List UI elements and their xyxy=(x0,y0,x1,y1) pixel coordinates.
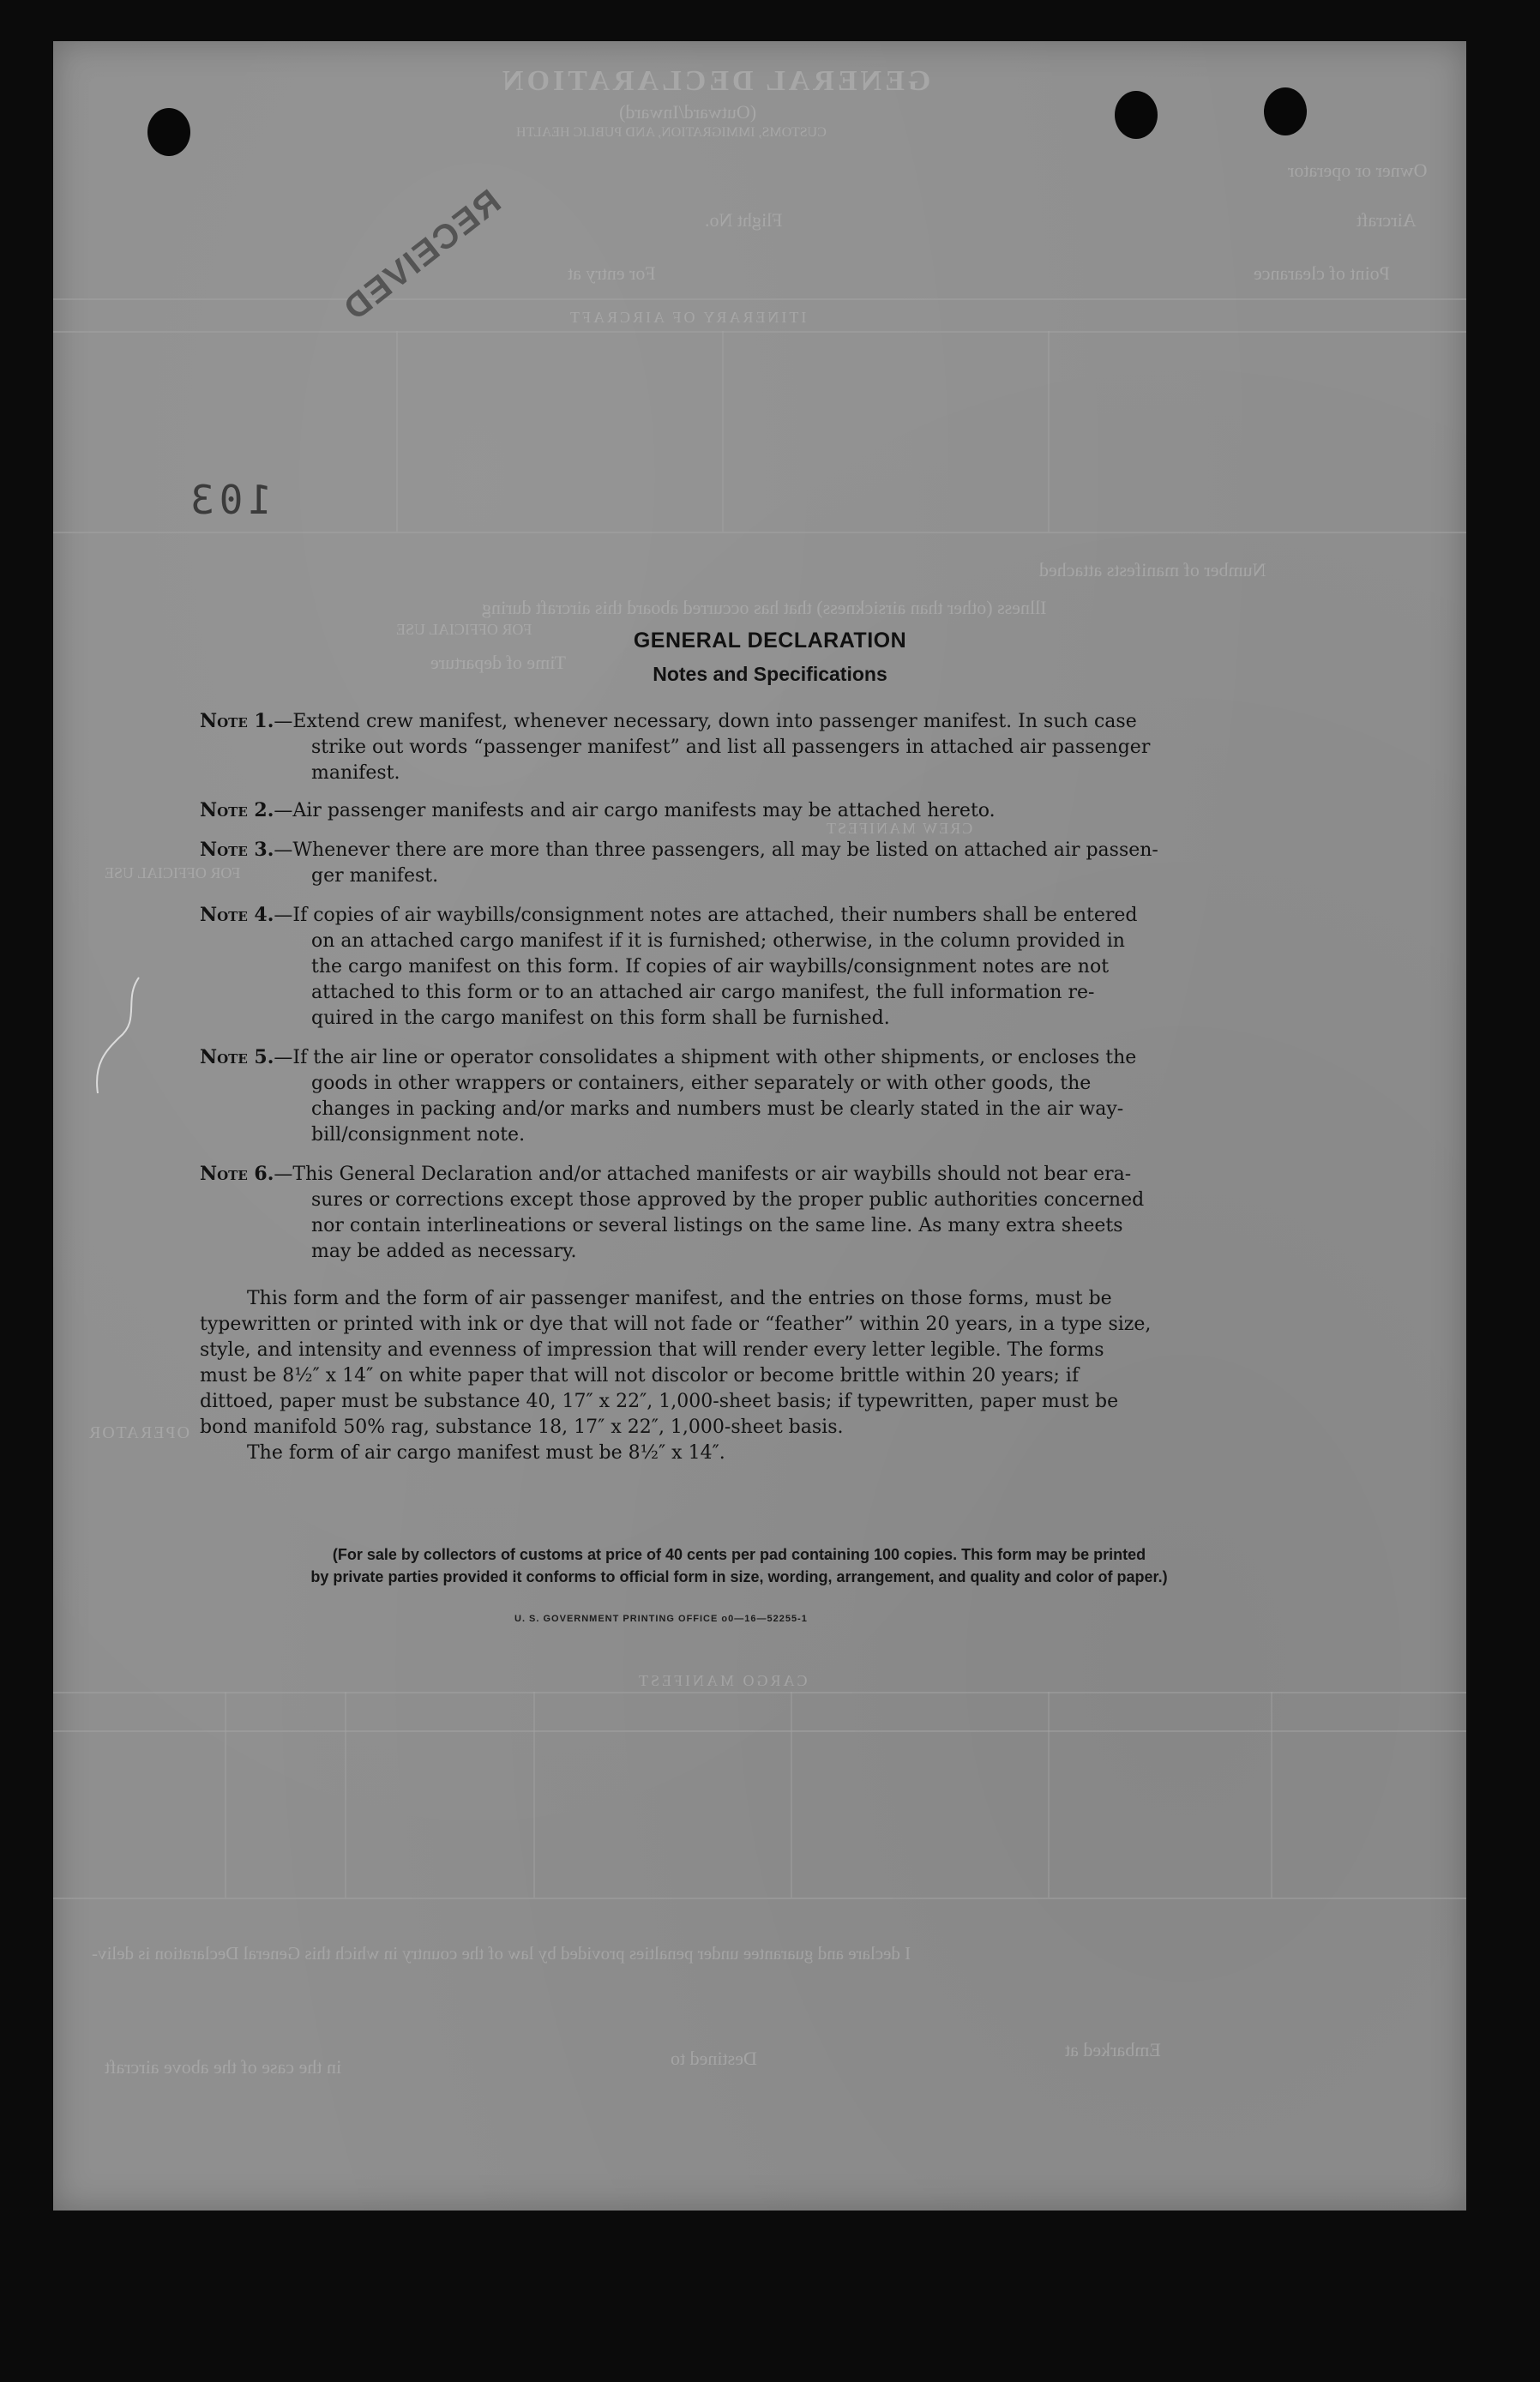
bleed-official-use-1: FOR OFFICIAL USE xyxy=(396,621,532,638)
paragraph-line: bond manifold 50% rag, substance 18, 17″ x 22″, 1,000-sheet basis. xyxy=(200,1417,844,1438)
note-text: sures or corrections except those approved by the proper public authorities concerned xyxy=(311,1189,1145,1211)
note-label: Note 3. xyxy=(200,839,274,861)
bleed-title: GENERAL DECLARATION xyxy=(499,65,931,97)
bleed-operator: OPERATOR xyxy=(87,1423,189,1442)
note-label: Note 6. xyxy=(200,1163,274,1185)
note-text: manifest. xyxy=(311,762,400,784)
form-specification-paragraph xyxy=(200,1286,1278,1466)
bleed-col-2 xyxy=(722,331,724,532)
bleed-itinerary: ITINERARY OF AIRCRAFT xyxy=(568,309,807,326)
pen-mark xyxy=(89,973,149,1102)
bleed-col-3 xyxy=(1048,331,1050,532)
note-5 xyxy=(200,1044,1278,1148)
note-text: —This General Declaration and/or attached manifests or air waybills should not bear era- xyxy=(274,1164,1132,1185)
paragraph-line: must be 8½″ x 14″ on white paper that will not discolor or become brittle within 20 years; if xyxy=(200,1365,1080,1386)
note-label: Note 4. xyxy=(200,904,274,926)
punch-hole-right-2 xyxy=(1264,87,1307,135)
note-label: Note 1. xyxy=(200,710,274,732)
bleed-declare: I declare and guarantee under penalties provided by law of the country in which this General Declaration is deliv- xyxy=(92,1943,911,1964)
printing-office-imprint: U. S. GOVERNMENT PRINTING OFFICE o0—16—52255-1 xyxy=(514,1614,808,1624)
note-label: Note 2. xyxy=(200,799,274,821)
bleed-agency: CUSTOMS, IMMIGRATION, AND PUBLIC HEALTH xyxy=(516,125,827,140)
note-text: —Extend crew manifest, whenever necessary, down into passenger manifest. In such case xyxy=(274,711,1137,732)
note-text: —If the air line or operator consolidates a shipment with other shipments, or encloses the xyxy=(274,1047,1137,1068)
bleed-rule-3 xyxy=(53,532,1466,533)
declaration-subtitle: Notes and Specifications xyxy=(653,663,887,685)
note-text: changes in packing and/or marks and numbers must be clearly stated in the air way- xyxy=(311,1098,1124,1120)
note-1 xyxy=(200,708,1278,786)
bleed-embarked: Embarked at xyxy=(1065,2039,1161,2060)
paragraph-line: typewritten or printed with ink or dye that will not fade or “feather” within 20 years, in a type size, xyxy=(200,1314,1152,1335)
note-text: nor contain interlineations or several listings on the same line. As many extra sheets xyxy=(311,1215,1123,1236)
paragraph-line: dittoed, paper must be substance 40, 17″ x 22″, 1,000-sheet basis; if typewritten, paper must be xyxy=(200,1391,1119,1412)
punch-hole-right-1 xyxy=(1115,91,1158,139)
note-4 xyxy=(200,902,1278,1032)
bleed-flight: Flight No. xyxy=(705,209,783,231)
bleed-col-8 xyxy=(1048,1692,1050,1898)
note-2 xyxy=(200,797,1278,824)
note-text: the cargo manifest on this form. If copies of air waybills/consignment notes are not xyxy=(311,956,1110,977)
paragraph-line: The form of air cargo manifest must be 8½″ x 14″. xyxy=(247,1442,725,1464)
bleed-col-5 xyxy=(345,1692,346,1898)
bleed-subtitle: (Outward/Inward) xyxy=(619,101,757,123)
bleed-illness: Illness (other than airsickness) that has occurred aboard this aircraft during xyxy=(482,597,1047,618)
paragraph-line: This form and the form of air passenger manifest, and the entries on those forms, must be xyxy=(247,1288,1112,1309)
declaration-title: GENERAL DECLARATION xyxy=(633,629,907,653)
bleed-case: in the case of the above aircraft xyxy=(105,2056,342,2078)
note-text: —Air passenger manifests and air cargo manifests may be attached hereto. xyxy=(274,800,996,821)
note-text: —Whenever there are more than three passengers, all may be listed on attached air passen- xyxy=(274,839,1158,861)
note-text: goods in other wrappers or containers, either separately or with other goods, the xyxy=(311,1073,1092,1094)
punch-hole-left xyxy=(147,108,190,156)
note-text: attached to this form or to an attached air cargo manifest, the full information re- xyxy=(311,982,1095,1003)
bleed-clearance: Point of clearance xyxy=(1254,262,1390,284)
bleed-rule-5 xyxy=(53,1730,1466,1732)
bleed-col-9 xyxy=(1271,1692,1272,1898)
bleed-cargo-manifest: CARGO MANIFEST xyxy=(636,1672,808,1689)
note-text: bill/consignment note. xyxy=(311,1124,526,1146)
bleed-owner: Owner or operator xyxy=(1288,159,1428,181)
bleed-col-1 xyxy=(396,331,398,532)
bleed-manifests: Number of manifests attached xyxy=(1039,559,1266,580)
note-text: on an attached cargo manifest if it is furnished; otherwise, in the column provided in xyxy=(311,930,1125,952)
note-6 xyxy=(200,1161,1278,1265)
sale-notice xyxy=(200,1543,1278,1588)
bleed-rule-2 xyxy=(53,331,1466,333)
bleed-departure: Time of departure xyxy=(430,652,567,673)
bleed-rule-6 xyxy=(53,1898,1466,1899)
bleed-aircraft: Aircraft xyxy=(1357,209,1417,231)
diagonal-stamp: RECEIVED xyxy=(335,182,508,329)
bleed-col-7 xyxy=(791,1692,792,1898)
bleed-destined: Destined to xyxy=(671,2048,757,2069)
note-text: strike out words “passenger manifest” and list all passengers in attached air passenger xyxy=(311,737,1151,758)
bleed-crew-manifest: CREW MANIFEST xyxy=(825,820,973,837)
sale-line: (For sale by collectors of customs at price of 40 cents per pad containing 100 copies. This form may be printed xyxy=(332,1546,1146,1563)
bleed-entry: For entry at xyxy=(568,262,656,284)
bleed-official-use-2: FOR OFFICIAL USE xyxy=(105,864,241,881)
bleed-col-4 xyxy=(225,1692,226,1898)
bleed-col-6 xyxy=(533,1692,535,1898)
note-3 xyxy=(200,837,1278,889)
bleed-rule-1 xyxy=(53,298,1466,300)
sale-line: by private parties provided it conforms to official form in size, wording, arrangement, and quality and color of paper.) xyxy=(310,1568,1168,1585)
paragraph-line: style, and intensity and evenness of impression that will render every letter legible. The forms xyxy=(200,1339,1104,1361)
note-label: Note 5. xyxy=(200,1046,274,1068)
bleed-rule-4 xyxy=(53,1692,1466,1693)
page-number-stamp: 103 xyxy=(185,477,273,523)
note-text: —If copies of air waybills/consignment notes are attached, their numbers shall be entered xyxy=(274,905,1138,926)
note-text: ger manifest. xyxy=(311,865,439,887)
note-text: quired in the cargo manifest on this form shall be furnished. xyxy=(311,1008,890,1029)
note-text: may be added as necessary. xyxy=(311,1241,577,1262)
